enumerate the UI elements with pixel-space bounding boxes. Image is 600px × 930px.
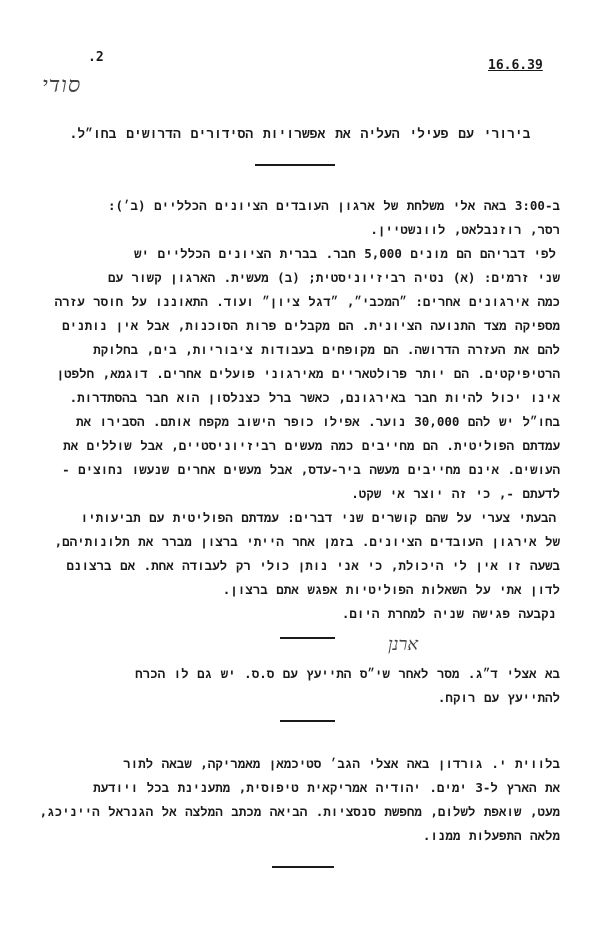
text-line: בלווית י. גורדון באה אצלי הגב׳ סטיכמאן מאמריקה, שבאה לתור xyxy=(123,756,560,771)
text-line: את הארץ ל-3 ימים. יהודיה אמריקאית טיפוסית, מתענינת בכל ויודעת xyxy=(93,780,560,795)
text-line: להתייעץ עם רוקח. xyxy=(437,690,560,705)
divider-bottom xyxy=(272,866,334,868)
text-line: רסר, רוזנבלאט, לוונשטיין. xyxy=(370,222,560,237)
text-line: הרטיפיקטים. הם יותר פרולטאריים מאירגוני פועלים אחרים. דוגמא, חלפטן xyxy=(56,366,560,381)
text-line: כמה אירגונים אחרים: ״המכבי״, ״דגל ציון״ ועוד. התאוננו על חוסר עזרה xyxy=(54,294,560,309)
text-line: אינו יכול להיות חבר באירגונם, כאשר ברל כצנלסון הוא חבר בהסתדרות. xyxy=(69,390,560,405)
text-line: מעט, שואפת לשלום, מחפשת סנסציות. הביאה מכתב המלצה אל הגנראל הייניכג, xyxy=(39,804,560,819)
document-heading: בירורי עם פעילי העליה את אפשרויות הסידורים הדרושים בחו״ל. xyxy=(69,127,531,142)
text-line: לפי דבריהם הם מונים 5,000 חבר. בברית הציונים הכלליים יש xyxy=(134,246,556,261)
text-line: שני זרמים: (א) נטיה רביזיוניסטית; (ב) מעשית. הארגון קשור עם xyxy=(108,270,560,285)
handwritten-annotation: סודי xyxy=(42,73,82,98)
document-date: 16.6.39 xyxy=(488,58,543,73)
text-line: העושים. אינם מחייבים מעשה ביר-עדס, אבל מעשים אחרים שנעשו נחוצים - xyxy=(62,462,560,477)
text-line: בא אצלי ד״ג. מסר לאחר שי״ס התייעץ עם ס.ס. יש גם לו הכרח xyxy=(135,666,560,681)
text-line: הבעתי צערי על שהם קושרים שני דברים: עמדתם הפוליטית עם תביעותיו xyxy=(80,510,556,525)
handwritten-annotation-2: ארנן xyxy=(388,634,419,655)
text-line: לדון אתי על השאלות הפוליטיות אפגש אתם ברצון. xyxy=(222,582,560,597)
page-number: .2 xyxy=(88,50,104,65)
divider-lower xyxy=(280,720,335,722)
text-line: נקבעה פגישה שניה למחרת היום. xyxy=(341,606,556,621)
text-line: של אירגון העובדים הציונים. בזמן אחר הייתי ברצון מברר את תלונותיהם, xyxy=(54,534,560,549)
text-line: מספיקה מצד התנועה הציונית. הם מקבלים פרות הסוכנות, אבל אין נותנים xyxy=(62,318,560,333)
divider-middle xyxy=(280,637,335,639)
divider-top xyxy=(255,164,335,166)
text-line: עמדתם הפוליטית. הם מחייבים כמה מעשים רביזיוניסטיים, אבל שוללים את xyxy=(63,438,560,453)
text-line: בחו״ל יש להם 30,000 נוער. אפילו כופר הישוב מקפח אותם. הסבירו את xyxy=(75,414,560,429)
text-line: להם את העזרה הדרושה. הם מקופחים בעבודות ציבוריות, בים, בחלוקת xyxy=(93,342,560,357)
text-line: לדעתם -, כי זה יוצר אי שקט. xyxy=(351,486,560,501)
text-line: ב-3:00 באה אלי משלחת של ארגון העובדים הציונים הכלליים (ב׳): xyxy=(108,198,560,213)
text-line: מלאה התפעלות ממנו. xyxy=(422,828,560,843)
text-line: בשעה זו אין לי היכולת, כי אני נותן כולי רק לעבודה אחת. אם ברצונם xyxy=(66,558,560,573)
